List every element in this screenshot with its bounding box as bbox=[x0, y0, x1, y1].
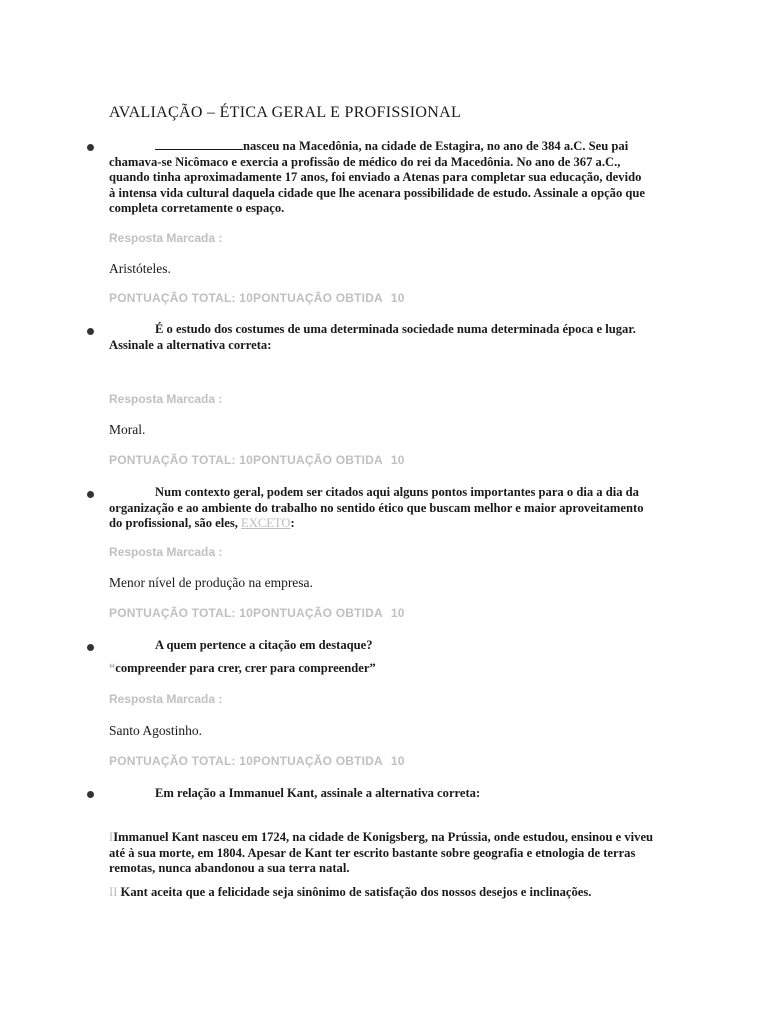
score-line-4 bbox=[109, 754, 405, 768]
answer-label: Resposta Marcada : bbox=[109, 392, 223, 406]
question-5-text: Em relação a Immanuel Kant, assinale a alternativa correta: bbox=[155, 786, 481, 800]
score-obtained-label: PONTUAÇÃO OBTIDA bbox=[253, 291, 383, 305]
score-obtained-value: 10 bbox=[390, 606, 405, 620]
bullet-icon bbox=[87, 328, 94, 335]
bullet-icon bbox=[87, 491, 94, 498]
answer-3: Menor nível de produção na empresa. bbox=[109, 575, 313, 590]
answer-2: Moral. bbox=[109, 422, 146, 437]
score-obtained-value: 10 bbox=[390, 291, 405, 305]
score-total: PONTUAÇÃO TOTAL: 10 bbox=[109, 754, 254, 768]
quote bbox=[109, 661, 376, 676]
bullet-icon bbox=[87, 644, 94, 651]
score-total: PONTUAÇÃO TOTAL: 10 bbox=[109, 453, 254, 467]
score-obtained-label: PONTUAÇÃO OBTIDA bbox=[253, 606, 383, 620]
question-2 bbox=[109, 322, 649, 353]
exceto-link[interactable]: EXCETO bbox=[241, 516, 291, 530]
question-3-suffix: : bbox=[290, 516, 295, 530]
option-2-number: II bbox=[109, 885, 118, 899]
quote-text: compreender para crer, crer para compreender” bbox=[115, 661, 376, 675]
question-1-text: nasceu na Macedônia, na cidade de Estagira, no ano de 384 a.C. Seu pai chamava-se Nicômaco e exercia a profissão de médico do rei da Macedônia. No ano de 367 a.C., quando tinha aproximadamente 17 anos, foi enviado a Atenas para completar sua educação, devido à intensa vida cultural daquela cidade que lhe acenara possibilidade de estudo. Assinale a opção que completa corretamente o espaço. bbox=[109, 139, 646, 215]
score-obtained-value: 10 bbox=[390, 754, 405, 768]
bullet-icon bbox=[87, 144, 94, 151]
question-4-text: A quem pertence a citação em destaque? bbox=[155, 638, 373, 652]
answer-label: Resposta Marcada : bbox=[109, 545, 223, 559]
score-obtained-label: PONTUAÇÃO OBTIDA bbox=[253, 453, 383, 467]
question-3 bbox=[109, 485, 649, 532]
question-4 bbox=[109, 638, 649, 654]
score-total: PONTUAÇÃO TOTAL: 10 bbox=[109, 606, 254, 620]
question-1 bbox=[109, 138, 649, 217]
option-1-number: I bbox=[109, 830, 114, 844]
answer-label: Resposta Marcada : bbox=[109, 692, 223, 706]
answer-blank bbox=[155, 138, 243, 150]
option-1-text: Immanuel Kant nasceu em 1724, na cidade de Konigsberg, na Prússia, onde estudou, ensinou e viveu até à sua morte, em 1804. Apesar de Kant ter escrito bastante sobre geografia e etnologia de terras remotas, nunca abandonou a sua terra natal. bbox=[109, 830, 654, 875]
question-5 bbox=[109, 786, 649, 802]
score-obtained-label: PONTUAÇÃO OBTIDA bbox=[253, 754, 383, 768]
bullet-icon bbox=[87, 791, 94, 798]
answer-4: Santo Agostinho. bbox=[109, 723, 203, 738]
answer-label: Resposta Marcada : bbox=[109, 231, 223, 245]
score-obtained-value: 10 bbox=[390, 453, 405, 467]
answer-1: Aristóteles. bbox=[109, 261, 171, 276]
option-2 bbox=[109, 885, 657, 901]
option-1 bbox=[109, 830, 657, 877]
score-line-3 bbox=[109, 606, 405, 620]
score-total: PONTUAÇÃO TOTAL: 10 bbox=[109, 291, 254, 305]
question-2-text: É o estudo dos costumes de uma determinada sociedade numa determinada época e lugar. Assinale a alternativa correta: bbox=[109, 322, 636, 352]
quote-open-mark: “ bbox=[109, 661, 116, 675]
score-line-1 bbox=[109, 291, 405, 305]
question-3-text: Num contexto geral, podem ser citados aqui alguns pontos importantes para o dia a dia da organização e ao ambiente do trabalho no sentido ético que buscam melhor e maior aproveitamento do profissional, são eles, bbox=[109, 485, 644, 530]
option-2-text: Kant aceita que a felicidade seja sinônimo de satisfação dos nossos desejos e inclinações. bbox=[120, 885, 592, 899]
score-line-2 bbox=[109, 453, 405, 467]
page-title: AVALIAÇÃO – ÉTICA GERAL E PROFISSIONAL bbox=[109, 104, 462, 121]
